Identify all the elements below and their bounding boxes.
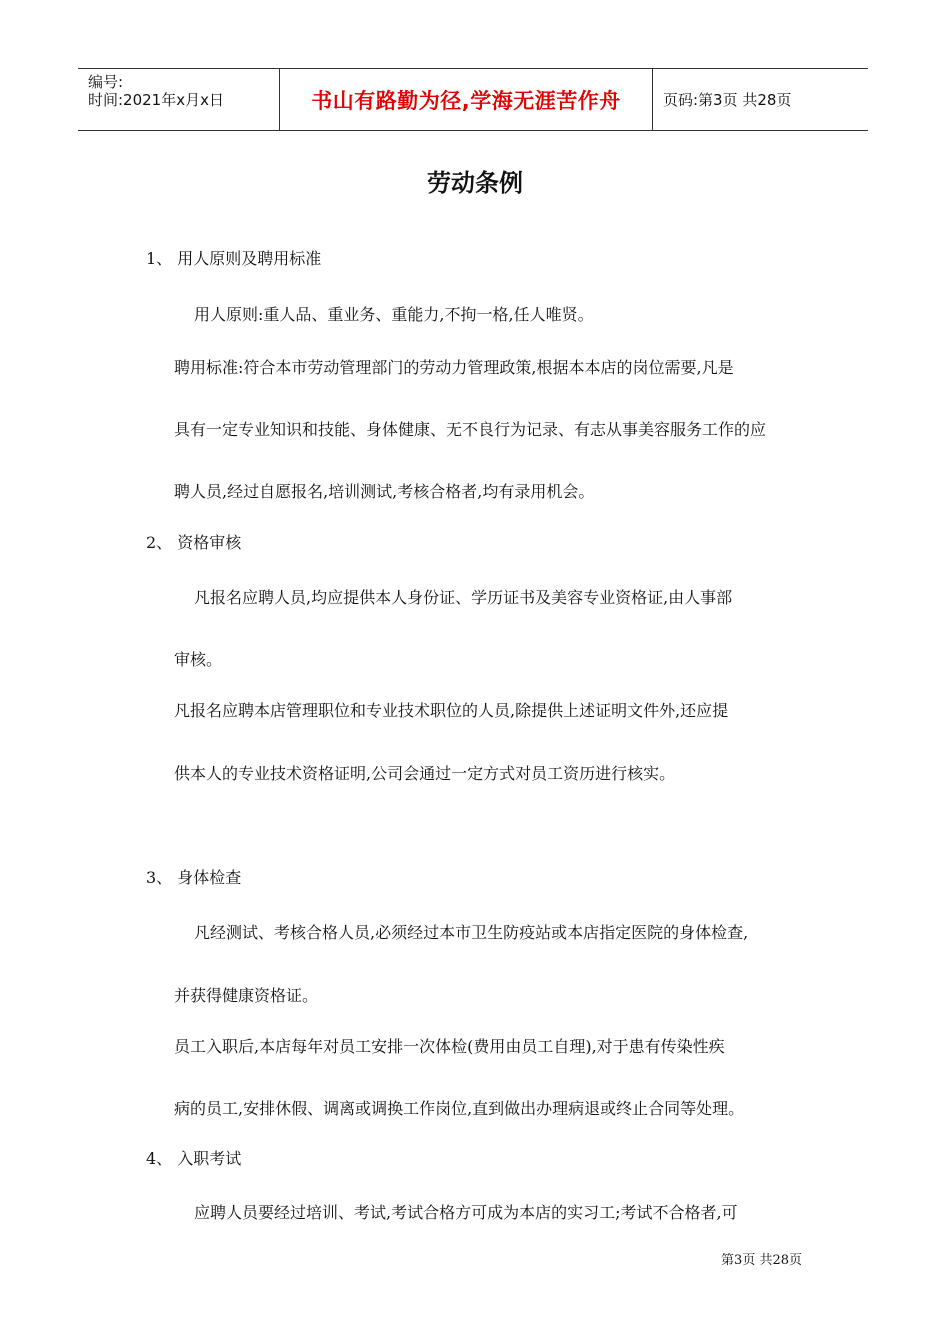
page-footer: 第3页 共28页 [721, 1253, 802, 1268]
paragraph-line: 员工入职后,本店每年对员工安排一次体检(费用由员工自理),对于患有传染性疾 [174, 1037, 725, 1056]
paragraph-line: 凡经测试、考核合格人员,必须经过本市卫生防疫站或本店指定医院的身体检查, [194, 923, 749, 942]
paragraph-line: 审核。 [174, 650, 223, 669]
header-meta [78, 69, 280, 130]
header-motto: 书山有路勤为径,学海无涯苦作舟 [311, 88, 621, 113]
document-number-label: 编号: [88, 73, 124, 91]
section-heading-2: 2、 资格审核 [146, 533, 242, 552]
paragraph-line: 具有一定专业知识和技能、身体健康、无不良行为记录、有志从事美容服务工作的应 [174, 420, 767, 439]
paragraph-line: 病的员工,安排休假、调离或调换工作岗位,直到做出办理病退或终止合同等处理。 [174, 1099, 745, 1118]
paragraph-line: 并获得健康资格证。 [174, 986, 319, 1005]
header-motto-cell [280, 69, 653, 130]
paragraph-line: 聘用标准:符合本市劳动管理部门的劳动力管理政策,根据本本店的岗位需要,凡是 [174, 358, 734, 377]
section-heading-3: 3、 身体检查 [146, 868, 242, 887]
header-page-cell [653, 69, 868, 130]
header-page-number: 页码:第3页 共28页 [663, 91, 792, 109]
page-header [78, 68, 868, 131]
paragraph-line: 供本人的专业技术资格证明,公司会通过一定方式对员工资历进行核实。 [174, 764, 676, 783]
document-title: 劳动条例 [427, 169, 523, 197]
paragraph-line: 应聘人员要经过培训、考试,考试合格方可成为本店的实习工;考试不合格者,可 [194, 1203, 738, 1222]
paragraph-line: 聘人员,经过自愿报名,培训测试,考核合格者,均有录用机会。 [174, 482, 595, 501]
section-heading-1: 1、 用人原则及聘用标准 [146, 249, 322, 268]
paragraph-line: 凡报名应聘本店管理职位和专业技术职位的人员,除提供上述证明文件外,还应提 [174, 701, 729, 720]
section-heading-4: 4、 入职考试 [146, 1149, 242, 1168]
paragraph-line: 用人原则:重人品、重业务、重能力,不拘一格,任人唯贤。 [194, 305, 594, 324]
paragraph-line: 凡报名应聘人员,均应提供本人身份证、学历证书及美容专业资格证,由人事部 [194, 588, 733, 607]
document-date-label: 时间:2021年x月x日 [88, 91, 224, 109]
